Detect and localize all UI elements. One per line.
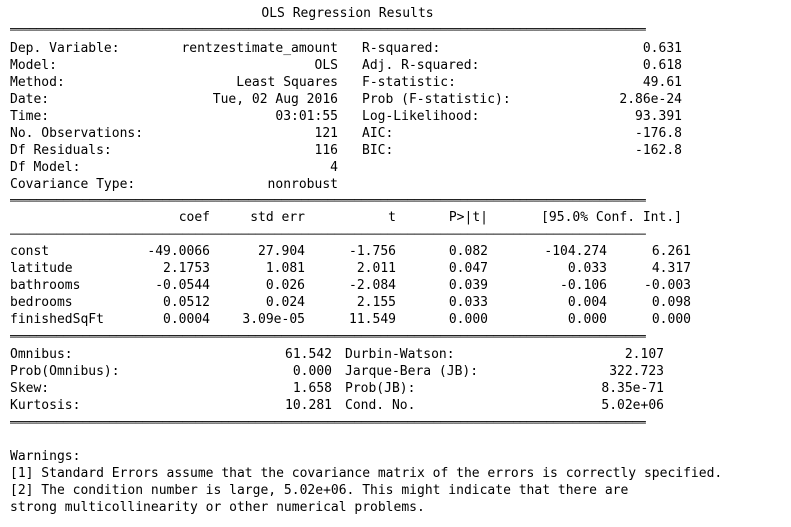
diagnostics-row: Omnibus: 61.542	[10, 347, 332, 362]
summary-row: No. Observations: 121	[10, 126, 338, 141]
single-rule: ────────────────────────────────────────────────────────────────────────────────────────────────	[10, 230, 646, 239]
warning-line: [2] The condition number is large, 5.02e+06. This might indicate that there are	[10, 483, 629, 498]
summary-row: Adj. R-squared: 0.618	[362, 58, 682, 73]
double-rule: ════════════════════════════════════════════════════════════════════════════════════════════════	[10, 196, 646, 205]
summary-row: Df Residuals: 116	[10, 143, 338, 158]
warning-line: [1] Standard Errors assume that the covariance matrix of the errors is correctly specified.	[10, 466, 723, 481]
summary-row: BIC: -162.8	[362, 143, 682, 158]
diagnostics-row: Jarque-Bera (JB): 322.723	[345, 364, 664, 379]
summary-row: Date: Tue, 02 Aug 2016	[10, 92, 338, 107]
warning-line: strong multicollinearity or other numerical problems.	[10, 500, 425, 515]
summary-row: Model: OLS	[10, 58, 338, 73]
table-row: latitude 2.1753 1.081 2.011 0.047 0.033 4.317	[10, 261, 691, 276]
summary-row: Covariance Type: nonrobust	[10, 177, 338, 192]
warnings-heading: Warnings:	[10, 449, 81, 464]
summary-row: Df Model: 4	[10, 160, 338, 175]
diagnostics-row: Kurtosis: 10.281	[10, 398, 332, 413]
table-row: bathrooms -0.0544 0.026 -2.084 0.039 -0.106 -0.003	[10, 278, 691, 293]
double-rule: ════════════════════════════════════════════════════════════════════════════════════════════════	[10, 332, 646, 341]
diagnostics-row: Skew: 1.658	[10, 381, 332, 396]
table-row: bedrooms 0.0512 0.024 2.155 0.033 0.004 0.098	[10, 295, 691, 310]
coef-table-header: coef std err t P>|t| [95.0% Conf. Int.]	[178, 210, 682, 225]
summary-row: Time: 03:01:55	[10, 109, 338, 124]
report-title: OLS Regression Results	[261, 6, 434, 21]
diagnostics-row: Cond. No. 5.02e+06	[345, 398, 664, 413]
summary-row: Prob (F-statistic): 2.86e-24	[362, 92, 682, 107]
diagnostics-row: Prob(JB): 8.35e-71	[345, 381, 664, 396]
diagnostics-row: Prob(Omnibus): 0.000	[10, 364, 332, 379]
double-rule: ════════════════════════════════════════════════════════════════════════════════════════════════	[10, 25, 646, 34]
diagnostics-row: Durbin-Watson: 2.107	[345, 347, 664, 362]
summary-row: Log-Likelihood: 93.391	[362, 109, 682, 124]
summary-row: AIC: -176.8	[362, 126, 682, 141]
summary-row: Method: Least Squares	[10, 75, 338, 90]
table-row: const -49.0066 27.904 -1.756 0.082 -104.274 6.261	[10, 244, 691, 259]
summary-row: Dep. Variable: rentzestimate_amount	[10, 41, 338, 56]
table-row: finishedSqFt 0.0004 3.09e-05 11.549 0.000 0.000 0.000	[10, 312, 691, 327]
double-rule: ════════════════════════════════════════════════════════════════════════════════════════════════	[10, 418, 646, 427]
summary-row: F-statistic: 49.61	[362, 75, 682, 90]
summary-row: R-squared: 0.631	[362, 41, 682, 56]
